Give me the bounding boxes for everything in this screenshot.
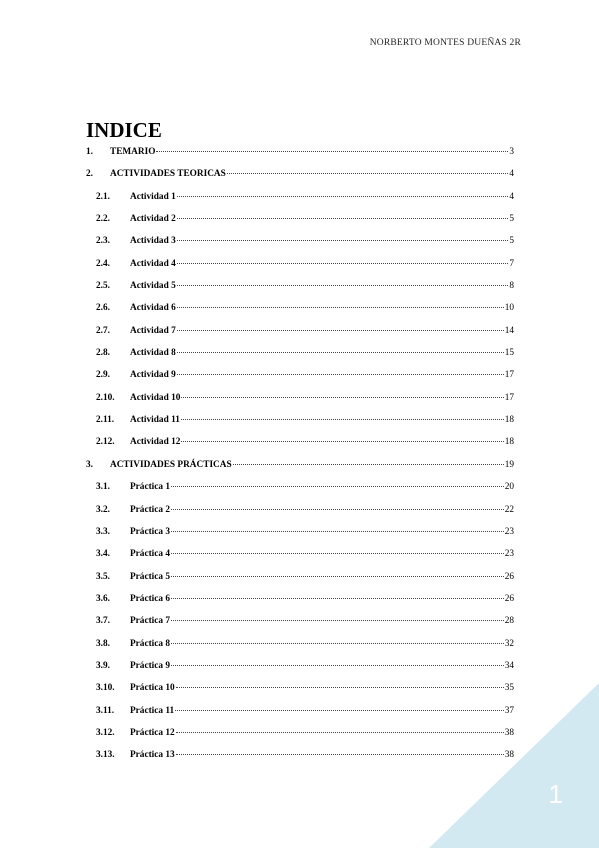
toc-entry[interactable] [86,616,514,638]
toc-entry-page: 17 [504,370,514,381]
toc-entry-number: 3.1. [96,482,110,493]
toc-entry[interactable] [86,169,514,191]
toc-entry-title: Práctica 4 [130,549,171,560]
toc-entry-number: 3.6. [96,593,110,604]
toc-entry-title: Actividad 6 [130,303,176,314]
toc-dot-leader [156,151,508,152]
toc-entry-number: 3.7. [96,616,110,627]
toc-dot-leader [171,553,504,554]
toc-entry-page: 28 [504,616,514,627]
toc-entry-number: 1. [86,147,93,157]
corner-triangle [429,683,599,848]
toc-entry-number: 3.4. [96,549,110,560]
toc-dot-leader [171,509,504,510]
toc-entry[interactable] [86,527,514,549]
toc-entry-number: 2.4. [96,258,110,269]
toc-entry-page: 23 [504,549,514,560]
toc-entry-page: 18 [504,437,514,448]
toc-dot-leader [171,531,504,532]
toc-entry-title: Actividad 12 [130,437,181,448]
toc-dot-leader [171,576,504,577]
toc-entry-number: 3.11. [96,705,115,716]
toc-entry-page: 4 [509,191,514,202]
toc-entry[interactable] [86,147,514,169]
toc-entry-page: 4 [509,169,514,180]
toc-entry-page: 23 [504,526,514,537]
toc-entry-title: ACTIVIDADES TEORICAS [110,169,226,180]
toc-entry[interactable] [86,460,514,482]
toc-entry[interactable] [86,393,514,415]
toc-entry[interactable] [86,236,514,258]
page-number: 1 [548,779,563,809]
toc-entry-number: 2.8. [96,348,110,359]
toc-entry-page: 38 [504,750,514,761]
toc-dot-leader [181,441,503,442]
toc-entry-title: Práctica 9 [130,660,171,671]
toc-entry-number: 2.5. [96,281,110,292]
toc-entry-number: 2.2. [96,214,110,225]
toc-entry-page: 22 [504,504,514,515]
toc-entry-title: Actividad 2 [130,214,176,225]
toc-entry-title: Actividad 10 [130,392,181,403]
toc-entry-number: 3.9. [96,660,110,671]
toc-entry-title: ACTIVIDADES PRÁCTICAS [110,459,232,470]
toc-entry[interactable] [86,505,514,527]
toc-entry-page: 26 [504,593,514,604]
toc-dot-leader [171,643,504,644]
toc-entry[interactable] [86,281,514,303]
toc-entry[interactable] [86,549,514,571]
toc-entry-title: Actividad 5 [130,281,176,292]
toc-entry-number: 2. [86,169,93,180]
toc-entry-page: 26 [504,571,514,582]
toc-entry[interactable] [86,192,514,214]
toc-entry-page: 10 [504,303,514,314]
toc-entry-page: 19 [504,459,514,470]
toc-entry[interactable] [86,259,514,281]
toc-entry[interactable] [86,437,514,459]
toc-entry[interactable] [86,348,514,370]
toc-dot-leader [171,620,504,621]
toc-entry[interactable] [86,370,514,392]
toc-entry-page: 14 [504,325,514,336]
toc-entry-number: 2.12. [96,437,115,448]
toc-entry-title: Actividad 9 [130,370,176,381]
toc-entry-page: 32 [504,638,514,649]
toc-entry[interactable] [86,572,514,594]
toc-entry-page: 15 [504,348,514,359]
corner-decoration [429,683,599,848]
toc-entry[interactable] [86,639,514,661]
toc-entry-title: Práctica 6 [130,593,171,604]
toc-entry-page: 20 [504,482,514,493]
toc-entry-page: 34 [504,660,514,671]
toc-entry-page: 5 [509,214,514,225]
toc-entry-number: 3.3. [96,526,110,537]
toc-entry-page: 8 [509,281,514,292]
toc-entry-number: 3.8. [96,638,110,649]
toc-entry-page: 37 [504,705,514,716]
toc-entry[interactable] [86,661,514,683]
toc-dot-leader [177,263,509,264]
toc-entry-page: 38 [504,727,514,738]
toc-entry-page: 7 [509,258,514,269]
toc-entry-number: 2.1. [96,191,110,202]
toc-entry-title: Práctica 13 [130,750,175,761]
toc-entry-page: 35 [504,683,514,694]
toc-entry-title: Actividad 7 [130,325,176,336]
toc-entry-page: 18 [504,415,514,426]
toc-entry-title: Práctica 8 [130,638,171,649]
toc-entry-title: Actividad 11 [130,415,180,426]
toc-dot-leader [177,285,509,286]
toc-dot-leader [177,240,509,241]
toc-entry-title: Práctica 5 [130,571,171,582]
toc-entry-title: TEMARIO [110,147,156,157]
toc-entry-title: Práctica 10 [130,683,175,694]
toc-dot-leader [177,196,509,197]
toc-entry-number: 2.9. [96,370,110,381]
page-header-author: NORBERTO MONTES DUEÑAS 2R [369,38,521,48]
toc-dot-leader [181,397,503,398]
toc-entry-number: 3.2. [96,504,110,515]
toc-dot-leader [177,218,509,219]
toc-entry-title: Práctica 3 [130,526,171,537]
toc-dot-leader [171,486,504,487]
toc-entry-page: 17 [504,392,514,403]
toc-entry-title: Práctica 1 [130,482,171,493]
toc-dot-leader [171,598,504,599]
toc-entry[interactable] [86,303,514,325]
page-title: INDICE [86,118,162,142]
toc-entry-page: 5 [509,236,514,247]
toc-dot-leader [177,374,504,375]
toc-entry-title: Práctica 2 [130,504,171,515]
toc-dot-leader [181,419,504,420]
toc-entry-number: 2.6. [96,303,110,314]
toc-dot-leader [171,665,504,666]
toc-entry-title: Actividad 1 [130,191,176,202]
toc-entry-title: Actividad 4 [130,258,176,269]
toc-entry-number: 3.10. [96,683,115,694]
toc-entry-number: 2.7. [96,325,110,336]
toc-entry-title: Práctica 7 [130,616,171,627]
toc-entry-number: 3.13. [96,750,115,761]
toc-entry[interactable] [86,214,514,236]
toc-entry-title: Práctica 11 [130,705,175,716]
toc-entry-number: 3.12. [96,727,115,738]
toc-entry-number: 2.10. [96,392,115,403]
toc-dot-leader [227,173,509,174]
toc-entry[interactable] [86,594,514,616]
toc-dot-leader [233,464,504,465]
toc-entry-number: 2.3. [96,236,110,247]
toc-entry-title: Actividad 3 [130,236,176,247]
toc-dot-leader [177,330,504,331]
toc-entry-number: 2.11. [96,415,115,426]
toc-entry[interactable] [86,482,514,504]
toc-entry-number: 3.5. [96,571,110,582]
toc-entry-number: 3. [86,459,93,470]
toc-entry-title: Práctica 12 [130,727,175,738]
toc-entry-page: 3 [509,147,514,157]
table-of-contents [86,147,514,773]
toc-dot-leader [177,352,504,353]
toc-entry[interactable] [86,415,514,437]
toc-entry[interactable] [86,326,514,348]
toc-entry-title: Actividad 8 [130,348,176,359]
toc-dot-leader [177,307,504,308]
